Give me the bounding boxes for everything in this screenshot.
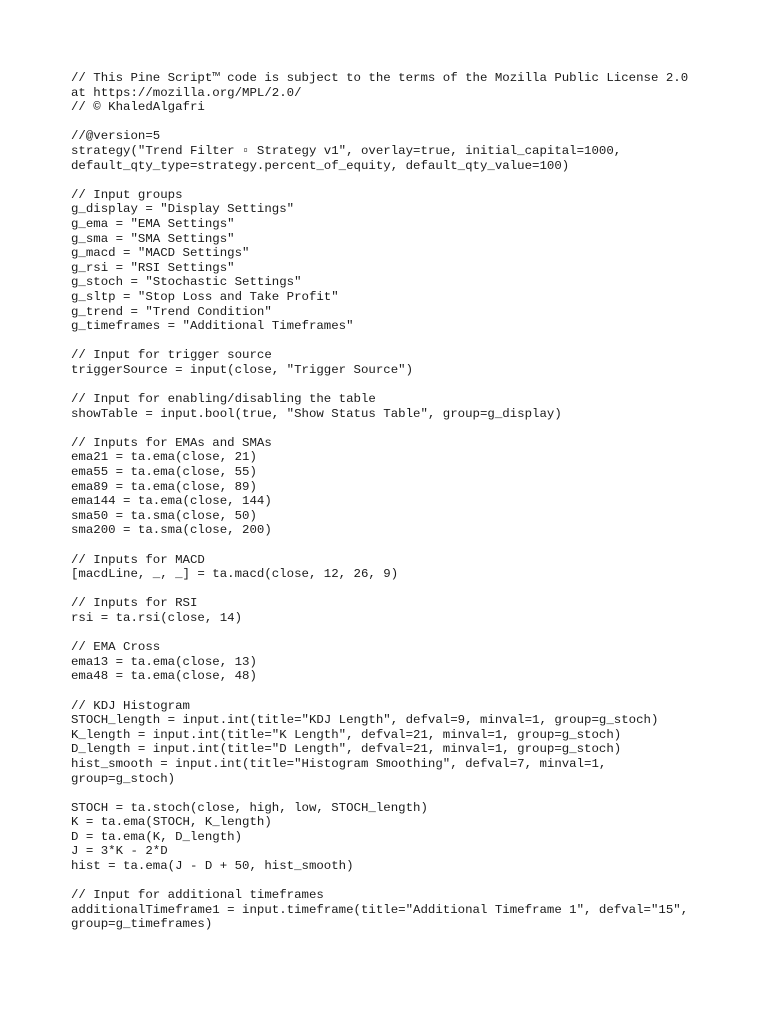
code-line: ema48 = ta.ema(close, 48) xyxy=(71,669,257,684)
code-line: // Input for trigger source xyxy=(71,348,272,363)
code-line: g_sltp = "Stop Loss and Take Profit" xyxy=(71,289,339,304)
code-line: g_stoch = "Stochastic Settings" xyxy=(71,275,302,290)
blank-line xyxy=(71,334,751,349)
code-line: // Input groups xyxy=(71,187,183,202)
code-line: group=g_timeframes) xyxy=(71,917,213,932)
code-line: g_timeframes = "Additional Timeframes" xyxy=(71,319,354,334)
code-line: [macdLine, _, _] = ta.macd(close, 12, 26, 9) xyxy=(71,567,399,582)
code-line: // Inputs for EMAs and SMAs xyxy=(71,435,272,450)
code-line: hist = ta.ema(J - D + 50, hist_smooth) xyxy=(71,859,354,874)
code-line: g_macd = "MACD Settings" xyxy=(71,246,250,261)
code-line: ema55 = ta.ema(close, 55) xyxy=(71,465,257,480)
blank-line xyxy=(71,377,751,392)
blank-line xyxy=(71,684,751,699)
blank-line xyxy=(71,421,751,436)
code-line: STOCH = ta.stoch(close, high, low, STOCH_length) xyxy=(71,800,428,815)
code-line: ema89 = ta.ema(close, 89) xyxy=(71,479,257,494)
code-line: sma50 = ta.sma(close, 50) xyxy=(71,508,257,523)
code-line: showTable = input.bool(true, "Show Status Table", group=g_display) xyxy=(71,406,562,421)
code-line: g_ema = "EMA Settings" xyxy=(71,216,235,231)
blank-line xyxy=(71,626,751,641)
code-line: strategy("Trend Filter ▫ Strategy v1", overlay=true, initial_capital=1000, xyxy=(71,143,622,158)
code-line: // This Pine Script™ code is subject to the terms of the Mozilla Public License 2.0 xyxy=(71,71,689,85)
code-line: //@version=5 xyxy=(71,129,161,144)
code-line: // Inputs for RSI xyxy=(71,596,198,611)
code-line: default_qty_type=strategy.percent_of_equity, default_qty_value=100) xyxy=(71,158,570,173)
code-line: hist_smooth = input.int(title="Histogram Smoothing", defval=7, minval=1, xyxy=(71,756,607,771)
code-line: at https://mozilla.org/MPL/2.0/ xyxy=(71,85,302,100)
code-line: // Input for enabling/disabling the table xyxy=(71,392,376,407)
code-line: additionalTimeframe1 = input.timeframe(title="Additional Timeframe 1", defval="15", xyxy=(71,902,689,917)
code-document xyxy=(71,71,751,932)
code-line: ema13 = ta.ema(close, 13) xyxy=(71,654,257,669)
code-line: triggerSource = input(close, "Trigger Source") xyxy=(71,362,414,377)
code-line: K = ta.ema(STOCH, K_length) xyxy=(71,815,272,830)
blank-line xyxy=(71,173,751,188)
code-line: // EMA Cross xyxy=(71,640,161,655)
code-line: STOCH_length = input.int(title="KDJ Length", defval=9, minval=1, group=g_stoch) xyxy=(71,713,659,728)
code-line: g_sma = "SMA Settings" xyxy=(71,231,235,246)
blank-line xyxy=(71,582,751,597)
code-line: ema21 = ta.ema(close, 21) xyxy=(71,450,257,465)
code-line: // Input for additional timeframes xyxy=(71,888,324,903)
blank-line xyxy=(71,115,751,130)
code-line: rsi = ta.rsi(close, 14) xyxy=(71,610,243,625)
code-line: group=g_stoch) xyxy=(71,771,176,786)
code-line: g_rsi = "RSI Settings" xyxy=(71,260,235,275)
code-line: J = 3*K - 2*D xyxy=(71,844,168,859)
code-line: sma200 = ta.sma(close, 200) xyxy=(71,523,272,538)
code-line: g_trend = "Trend Condition" xyxy=(71,304,272,319)
blank-line xyxy=(71,786,751,801)
code-line: ema144 = ta.ema(close, 144) xyxy=(71,494,272,509)
code-line: D = ta.ema(K, D_length) xyxy=(71,829,243,844)
code-line: // © KhaledAlgafri xyxy=(71,100,205,115)
code-line: K_length = input.int(title="K Length", defval=21, minval=1, group=g_stoch) xyxy=(71,727,622,742)
code-line: g_display = "Display Settings" xyxy=(71,202,295,217)
code-line: // KDJ Histogram xyxy=(71,698,190,713)
blank-line xyxy=(71,874,751,889)
code-listing xyxy=(71,71,751,932)
blank-line xyxy=(71,538,751,553)
code-line: D_length = input.int(title="D Length", defval=21, minval=1, group=g_stoch) xyxy=(71,742,622,757)
code-line: // Inputs for MACD xyxy=(71,552,205,567)
